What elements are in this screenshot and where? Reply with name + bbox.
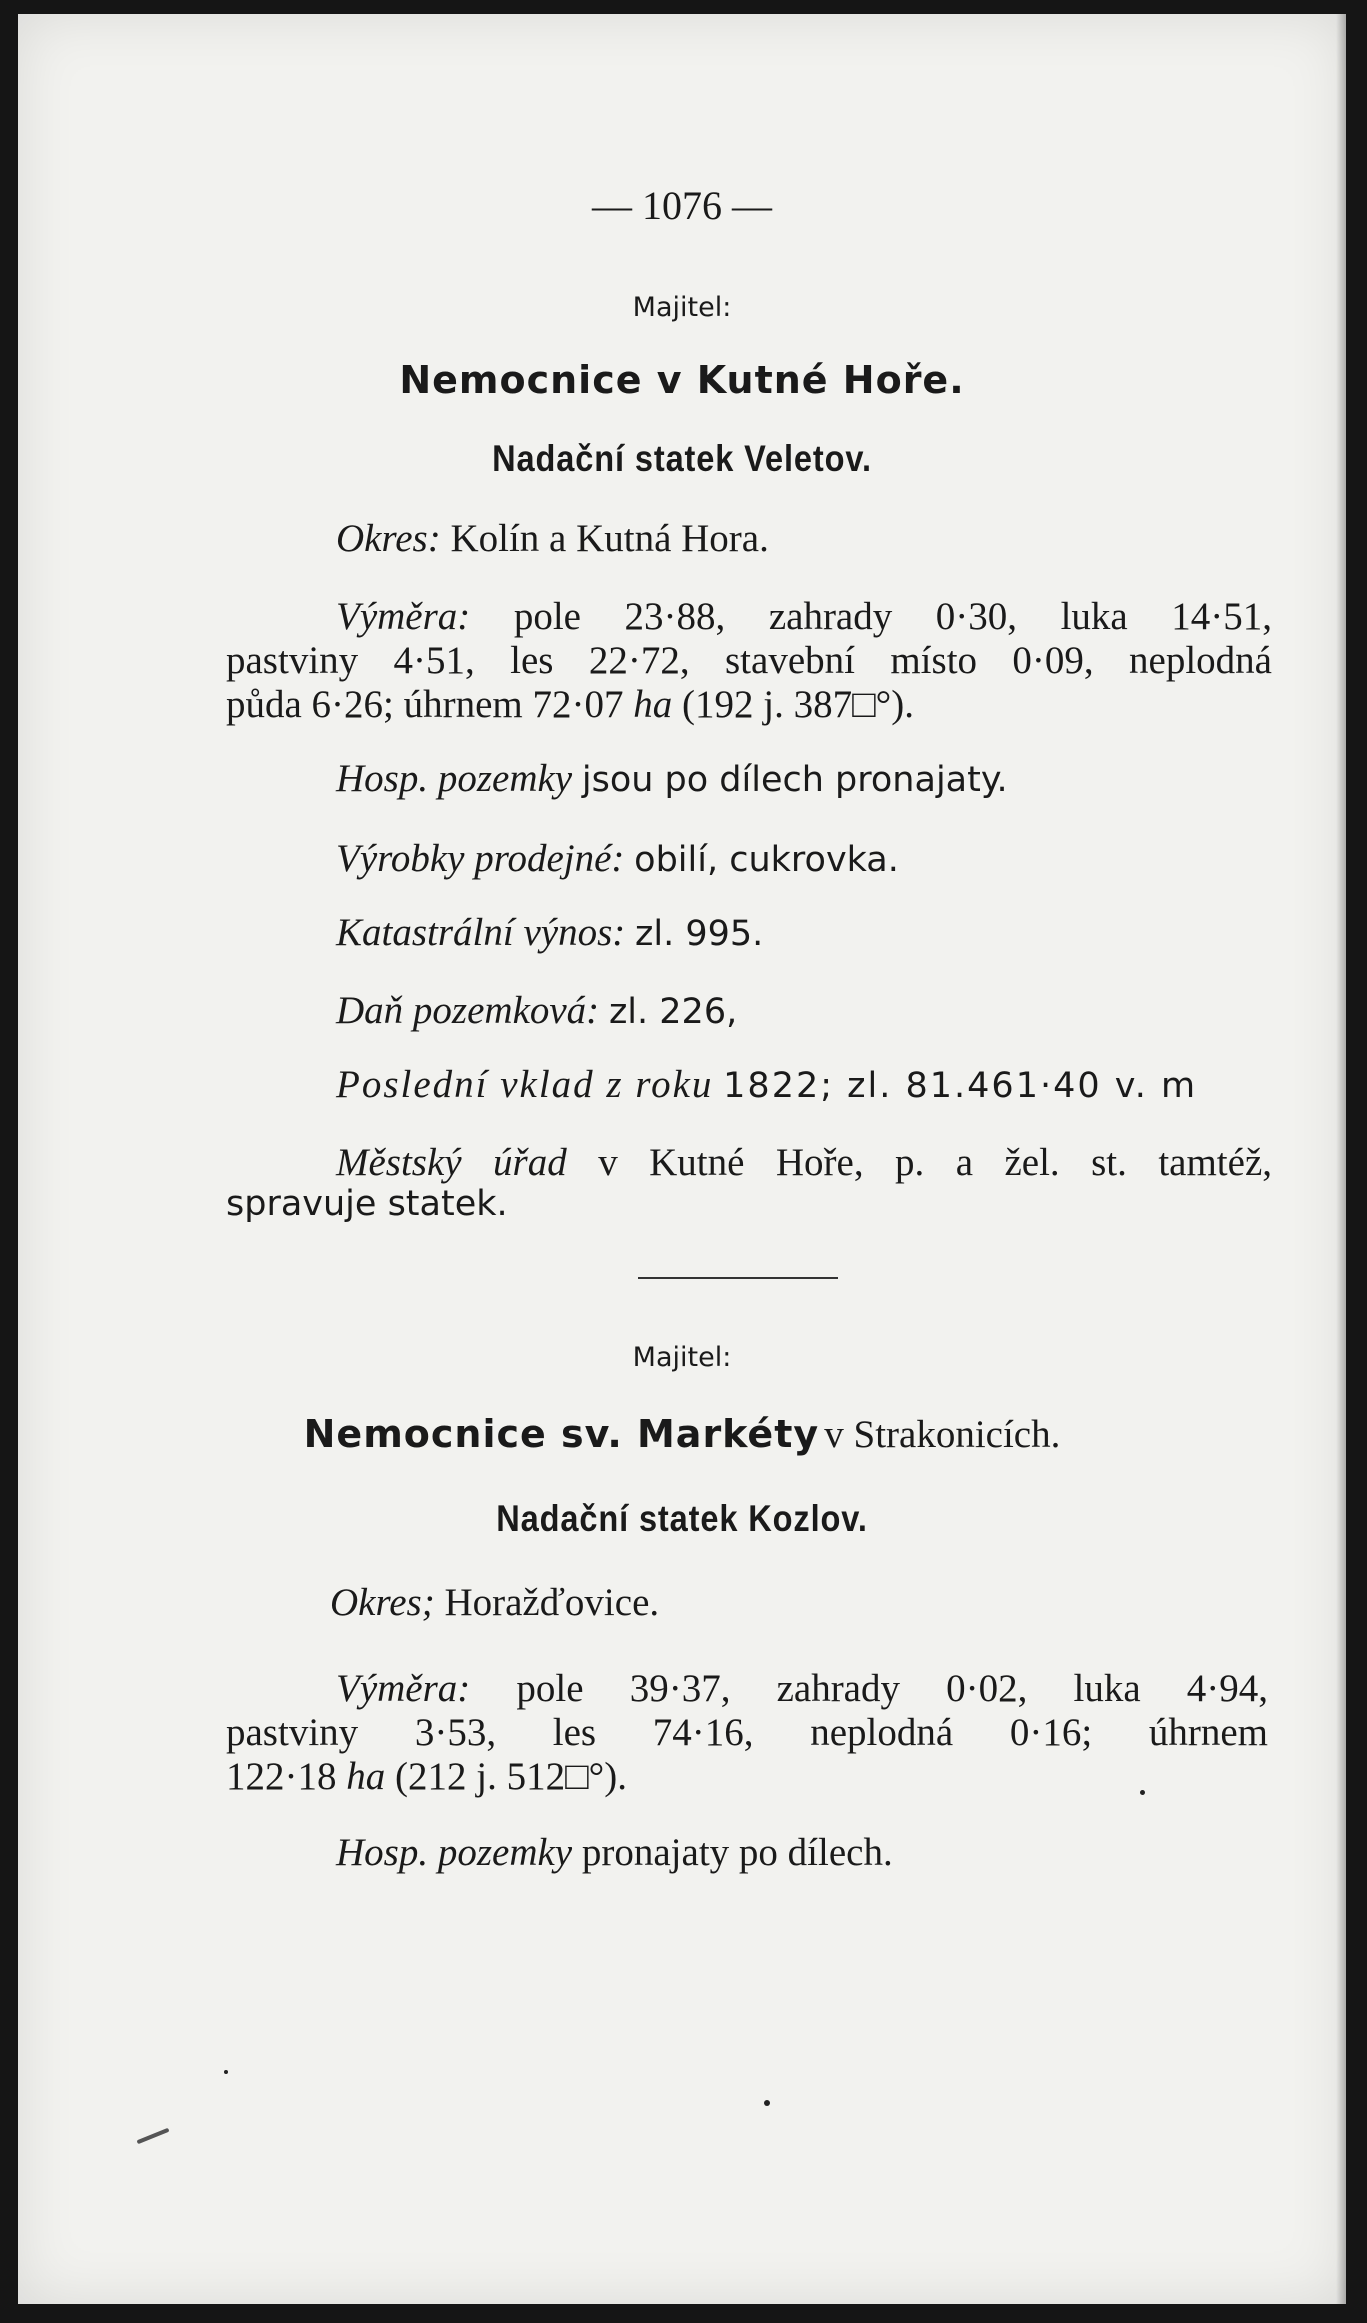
owner-name-2-rest: v Strakonicích. — [824, 1413, 1061, 1456]
vyrobky-line — [336, 836, 899, 881]
page-number: — 1076 — — [592, 183, 772, 228]
katastr-line — [336, 910, 763, 955]
hosp-line-2 — [336, 1830, 893, 1875]
katastr-value: zl. 995. — [635, 914, 764, 954]
vymera2-label: Výměra: — [336, 1667, 471, 1710]
vymera-line-3 — [226, 682, 914, 727]
okres-value-2: Horažďovice. — [444, 1581, 660, 1624]
vklad-line — [336, 1062, 1197, 1107]
vymera-text-3a: půda 6·26; úhrnem 72·07 — [226, 683, 624, 726]
vymera-text-3b: (192 j. 387□°). — [682, 683, 914, 726]
paper-speck — [764, 2100, 770, 2106]
vymera-text-1: pole 23·88, zahrady 0·30, luka 14·51, — [513, 595, 1273, 638]
estate-name-2: Nadační statek Kozlov. — [496, 1498, 868, 1539]
urad-value: v Kutné Hoře, p. a žel. st. tamtéž, — [598, 1141, 1272, 1184]
owner-label-2: Majitel: — [632, 1342, 732, 1373]
hosp-value: jsou po dílech pronajaty. — [581, 760, 1008, 800]
vymera2-line-3 — [226, 1754, 627, 1799]
vklad-label: Poslední vklad z roku — [336, 1063, 714, 1106]
okres-line — [336, 516, 769, 561]
owner-name-2-bold: Nemocnice sv. Markéty — [303, 1412, 820, 1456]
hosp-line — [336, 756, 1008, 801]
vymera-label: Výměra: — [336, 595, 471, 638]
hectare-unit: ha — [633, 683, 673, 726]
paper-speck — [224, 2070, 228, 2074]
hosp-label-2: Hosp. pozemky — [336, 1831, 573, 1874]
vymera-line-1 — [336, 594, 1272, 639]
owner-label: Majitel: — [632, 292, 732, 323]
vyrobky-value: obilí, cukrovka. — [634, 840, 899, 880]
owner-name: Nemocnice v Kutné Hoře. — [399, 358, 965, 402]
dan-value: zl. 226, — [608, 992, 738, 1032]
vymera2-line-2: pastviny 3·53, les 74·16, neplodná 0·16; úhrnem — [226, 1711, 1268, 1754]
urad-line-2: spravuje statek. — [226, 1184, 508, 1224]
section-divider — [638, 1277, 838, 1279]
okres-line-2 — [330, 1580, 659, 1625]
vyrobky-label: Výrobky prodejné: — [336, 837, 625, 880]
paper-speck — [1140, 1790, 1145, 1795]
okres-value: Kolín a Kutná Hora. — [450, 517, 769, 560]
hectare-unit-2: ha — [346, 1755, 386, 1798]
urad-line-1 — [336, 1140, 1272, 1185]
vymera2-text-3b: (212 j. 512□°). — [395, 1755, 627, 1798]
estate-name: Nadační statek Veletov. — [492, 438, 872, 479]
vymera2-text-1: pole 39·37, zahrady 0·02, luka 4·94, — [516, 1667, 1269, 1710]
owner-name-2 — [18, 1412, 1346, 1457]
vymera2-line-1 — [336, 1666, 1268, 1711]
dan-label: Daň pozemková: — [336, 989, 600, 1032]
katastr-label: Katastrální výnos: — [336, 911, 626, 954]
urad-label: Městský úřad — [336, 1141, 567, 1184]
document-page — [18, 14, 1346, 2304]
hosp-value-2: pronajaty po dílech. — [581, 1831, 893, 1874]
vklad-value: 1822; zl. 81.461·40 v. m — [723, 1066, 1198, 1106]
vymera-line-2: pastviny 4·51, les 22·72, stavební místo 0·09, neplodná — [226, 639, 1272, 682]
dan-line — [336, 988, 737, 1033]
okres-label: Okres: — [336, 517, 441, 560]
paper-mark — [136, 2128, 169, 2144]
vymera2-text-3a: 122·18 — [226, 1755, 337, 1798]
hosp-label: Hosp. pozemky — [336, 757, 573, 800]
okres-label-2: Okres; — [330, 1581, 435, 1624]
